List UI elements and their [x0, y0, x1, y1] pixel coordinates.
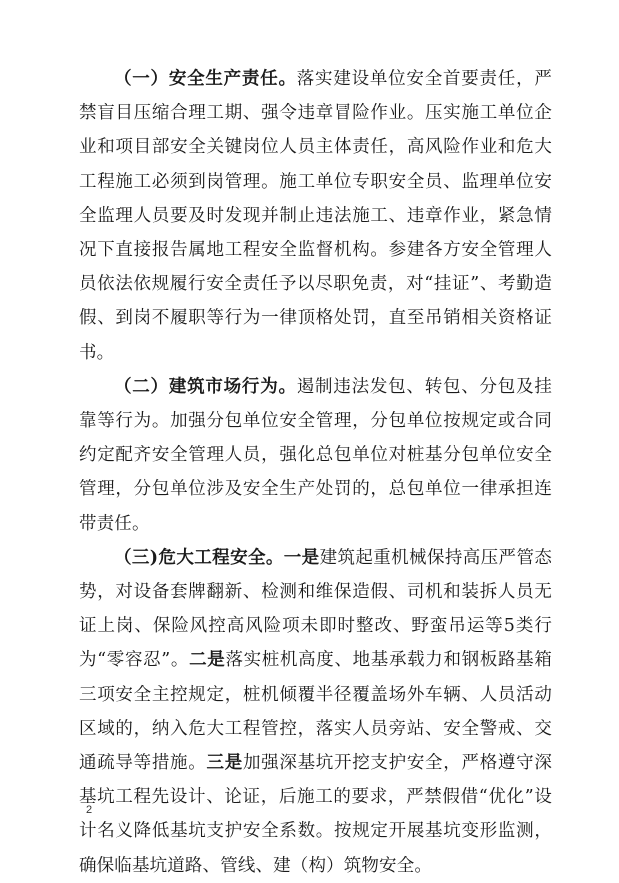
- text-safety-responsibility: 落实建设单位安全首要责任，严禁盲目压缩合理工期、强令违章冒险作业。压实施工单位企业和项目部安全关键岗位人员主体责任，高风险作业和危大工程施工必须到岗管理。施工单位专职安全员、监理单位安全监理人员要及时发现并制止违法施工、违章作业，紧急情况下直接报告属地工程安全监督机构。参建各方安全管理人员依法依规履行安全责任予以尽职免责，对“挂证”、考勤造假、到岗不履职等行为一律顶格处罚，直至吊销相关资格证书。: [79, 69, 552, 363]
- heading-major-hazard-safety: （三)危大工程安全。: [114, 547, 284, 568]
- text-market-behavior: 遏制违法发包、转包、分包及挂靠等行为。加强分包单位安全管理，分包单位按规定或合同约定配齐安全管理人员，强化总包单位对桩基分包单位安全管理，分包单位涉及安全生产处罚的，总包单位一律承担连带责任。: [79, 376, 552, 534]
- text-third-point: 加强深基坑开挖支护安全，严格遵守深基坑工程先设计、论证，后施工的要求，严禁假借“优化”设计名义降低基坑支护安全系数。按规定开展基坑变形监测，确保临基坑道路、管线、建（构）筑物安全。: [79, 753, 552, 876]
- marker-third: 三是: [206, 753, 243, 774]
- page-number: 2: [86, 804, 93, 816]
- document-body: [79, 62, 552, 883]
- paragraph-major-hazard-safety: [79, 541, 552, 883]
- paragraph-market-behavior: [79, 370, 552, 541]
- text-first-point: 建筑起重机械保持高压严管态势，对设备套牌翻新、检测和维保造假、司机和装拆人员无证上岗、保险风控高风险项未即时整改、野蛮吊运等5类行为“零容忍”。: [79, 547, 552, 671]
- heading-safety-responsibility: （一）安全生产责任。: [114, 69, 297, 89]
- paragraph-safety-responsibility: [79, 62, 552, 370]
- marker-first: 一是: [283, 547, 320, 568]
- marker-second: 二是: [189, 650, 226, 671]
- heading-market-behavior: （二）建筑市场行为。: [114, 376, 297, 397]
- text-second-point: 落实桩机高度、地基承载力和钢板路基箱三项安全主控规定，桩机倾覆半径覆盖场外车辆、人员活动区域的，纳入危大工程管控，落实人员旁站、安全警戒、交通疏导等措施。: [79, 650, 552, 774]
